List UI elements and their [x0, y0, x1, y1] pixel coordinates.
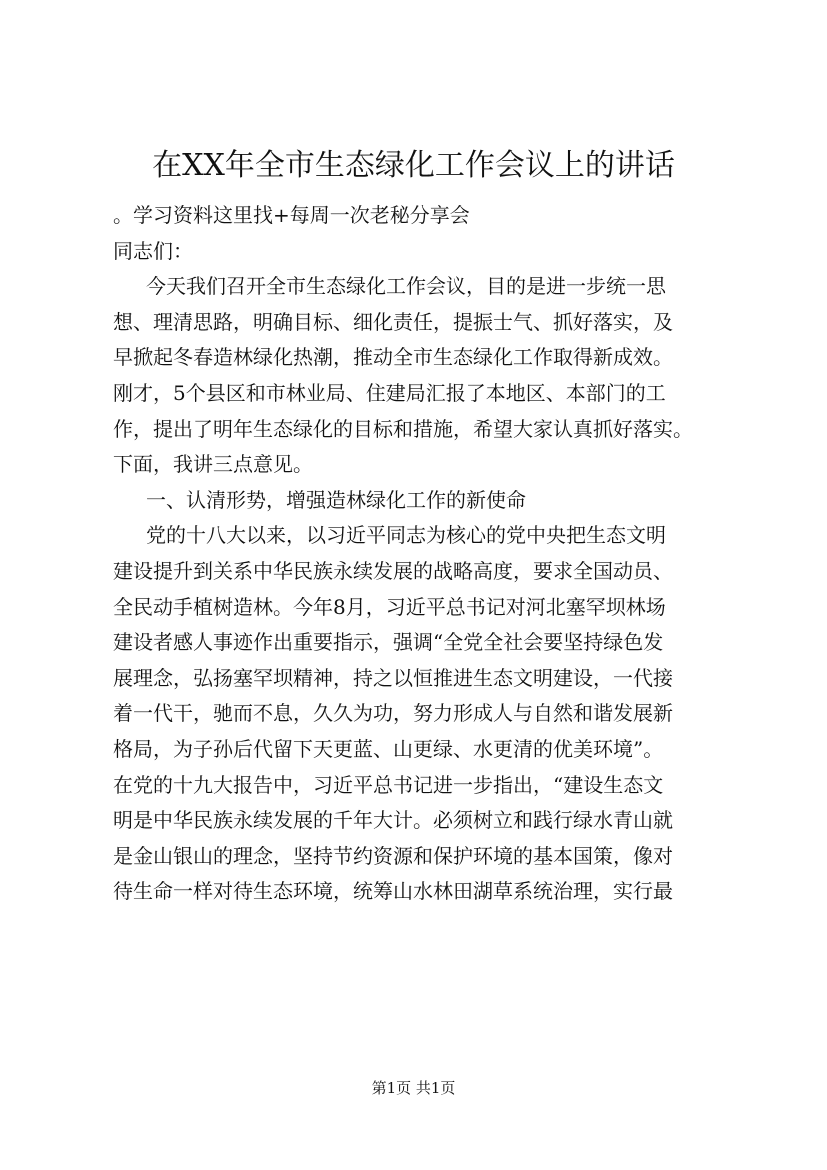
body-line: 早掀起冬春造林绿化热潮，推动全市生态绿化工作取得新成效。	[113, 345, 673, 370]
body-line: 展理念，弘扬塞罕坝精神，持之以恒推进生态文明建设，一代接	[113, 665, 673, 690]
body-line: 在党的十九大报告中，习近平总书记进一步指出，“建设生态文	[113, 772, 664, 797]
body-line: 是金山银山的理念，坚持节约资源和保护环境的基本国策，像对	[113, 843, 673, 868]
section-heading: 一、认清形势，增强造林绿化工作的新使命	[146, 487, 526, 512]
document-title: 在XX年全市生态绿化工作会议上的讲话	[152, 148, 675, 183]
body-line: 着一代干，驰而不息，久久为功，努力形成人与自然和谐发展新	[113, 701, 673, 726]
body-line: 今天我们召开全市生态绿化工作会议，目的是进一步统一思	[146, 274, 666, 299]
body-line: 下面，我讲三点意见。	[113, 452, 313, 477]
document-body	[113, 198, 713, 910]
body-line: 明是中华民族永续发展的千年大计。必须树立和践行绿水青山就	[113, 808, 673, 833]
body-line: 作，提出了明年生态绿化的目标和措施，希望大家认真抓好落实。	[113, 416, 693, 441]
body-line: 全民动手植树造林。今年8月，习近平总书记对河北塞罕坝林场	[113, 594, 666, 619]
body-line: 格局，为子孙后代留下天更蓝、山更绿、水更清的优美环境”。	[113, 736, 664, 761]
body-line: 同志们：	[113, 238, 193, 263]
body-line: 党的十八大以来，以习近平同志为核心的党中央把生态文明	[146, 523, 666, 548]
body-line: 建设者感人事迹作出重要指示，强调“全党全社会要坚持绿色发	[113, 630, 664, 655]
body-line: 建设提升到关系中华民族永续发展的战略高度，要求全国动员、	[113, 558, 673, 583]
body-line: 刚才，5个县区和市林业局、住建局汇报了本地区、本部门的工	[113, 380, 666, 405]
page-footer: 第1页 共1页	[371, 1079, 456, 1097]
body-line: 想、理清思路，明确目标、细化责任，提振士气、抓好落实，及	[113, 309, 673, 334]
body-line: 待生命一样对待生态环境，统筹山水林田湖草系统治理，实行最	[113, 879, 673, 904]
body-line: 。学习资料这里找+每周一次老秘分享会	[113, 203, 470, 227]
